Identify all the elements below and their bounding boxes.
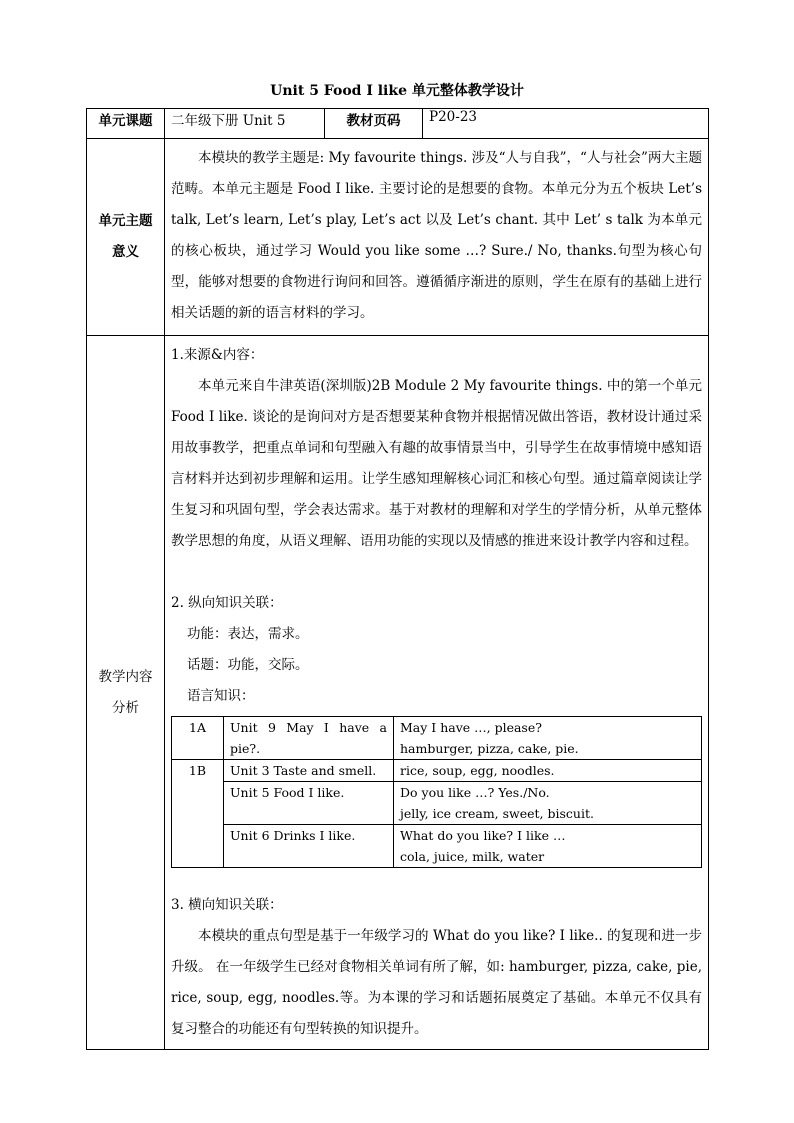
horizontal-heading: 3. 横向知识关联： xyxy=(171,897,283,913)
page-title: Unit 5 Food I like 单元整体教学设计 xyxy=(270,83,524,99)
language-line: 语言知识： xyxy=(187,688,255,704)
analysis-label: 教学内容 分析 xyxy=(87,336,165,1050)
source-heading: 1.来源&内容： xyxy=(171,347,264,363)
content-cell: May I have …, please? hamburger, pizza, cake, pie. xyxy=(394,717,702,760)
meaning-label: 单元主题 意义 xyxy=(87,139,165,336)
unit-title-value: 二年级下册 Unit 5 xyxy=(165,109,325,139)
header-row xyxy=(87,109,709,139)
function-line: 功能：表达，需求。 xyxy=(187,626,309,642)
table-row xyxy=(172,782,702,825)
grade-cell: 1B xyxy=(172,760,224,868)
knowledge-table xyxy=(171,716,702,868)
design-table xyxy=(86,108,709,1050)
source-text: 本单元来自牛津英语(深圳版)2B Module 2 My favourite things. 中的第一个单元 Food I like. 谈论的是询问对方是否想要某种食物并根据情况做出答语，教材设计通过采用故事教学，把重点单词和句型融入有趣的故事情景当中，引导学生在故事情境中感知语言材料并达到初步理解和运用。让学生感知理解核心词汇和核心句型。通过篇章阅读让学生复习和巩固句型，学会表达需求。基于对教材的理解和对学生的学情分析，从单元整体教学思想的角度，从语义理解、语用功能的实现以及情感的推进来设计教学内容和过程。 xyxy=(171,378,702,549)
analysis-content xyxy=(165,336,709,1050)
grade-cell: 1A xyxy=(172,717,224,760)
table-row xyxy=(172,717,702,760)
horizontal-text: 本模块的重点句型是基于一年级学习的 What do you like? I like.. 的复现和进一步升级。 在一年级学生已经对食物相关单词有所了解，如: hamburger, pizza, cake, pie, rice, soup, egg, noodles.等。为本课的学习和话题拓展奠定了基础。本单元不仅具有复习整合的功能还有句型转换的知识提升。 xyxy=(171,928,702,1037)
unit-cell: Unit 6 Drinks I like. xyxy=(224,825,394,868)
table-row xyxy=(172,760,702,782)
unit-cell: Unit 5 Food I like. xyxy=(224,782,394,825)
page-number-value: P20-23 xyxy=(423,109,709,139)
content-cell: Do you like …? Yes./No. jelly, ice cream, sweet, biscuit. xyxy=(394,782,702,825)
meaning-text: 本模块的教学主题是: My favourite things. 涉及“人与自我”，“人与社会”两大主题范畴。本单元主题是 Food I like. 主要讨论的是想要的食物。本单元分为五个板块 Let’s talk, Let’s learn, Let’s play, Let’s act 以及 Let’s chant. 其中 Let’ s talk 为本单元的核心板块，通过学习 Would you like some …? Sure./ No, thanks.句型为核心句型，能够对想要的食物进行询问和回答。遵循循序渐进的原则，学生在原有的基础上进行相关话题的新的语言材料的学习。 xyxy=(165,139,709,336)
content-cell: What do you like? I like … cola, juice, milk, water xyxy=(394,825,702,868)
analysis-row xyxy=(87,336,709,1050)
unit-title-label: 单元课题 xyxy=(87,109,165,139)
unit-cell: Unit 9 May I have a pie?. xyxy=(224,717,394,760)
vertical-heading: 2. 纵向知识关联： xyxy=(171,595,283,611)
meaning-row xyxy=(87,139,709,336)
table-row xyxy=(172,825,702,868)
content-cell: rice, soup, egg, noodles. xyxy=(394,760,702,782)
page-number-label: 教材页码 xyxy=(325,109,423,139)
topic-line: 话题：功能，交际。 xyxy=(187,657,309,673)
unit-cell: Unit 3 Taste and smell. xyxy=(224,760,394,782)
